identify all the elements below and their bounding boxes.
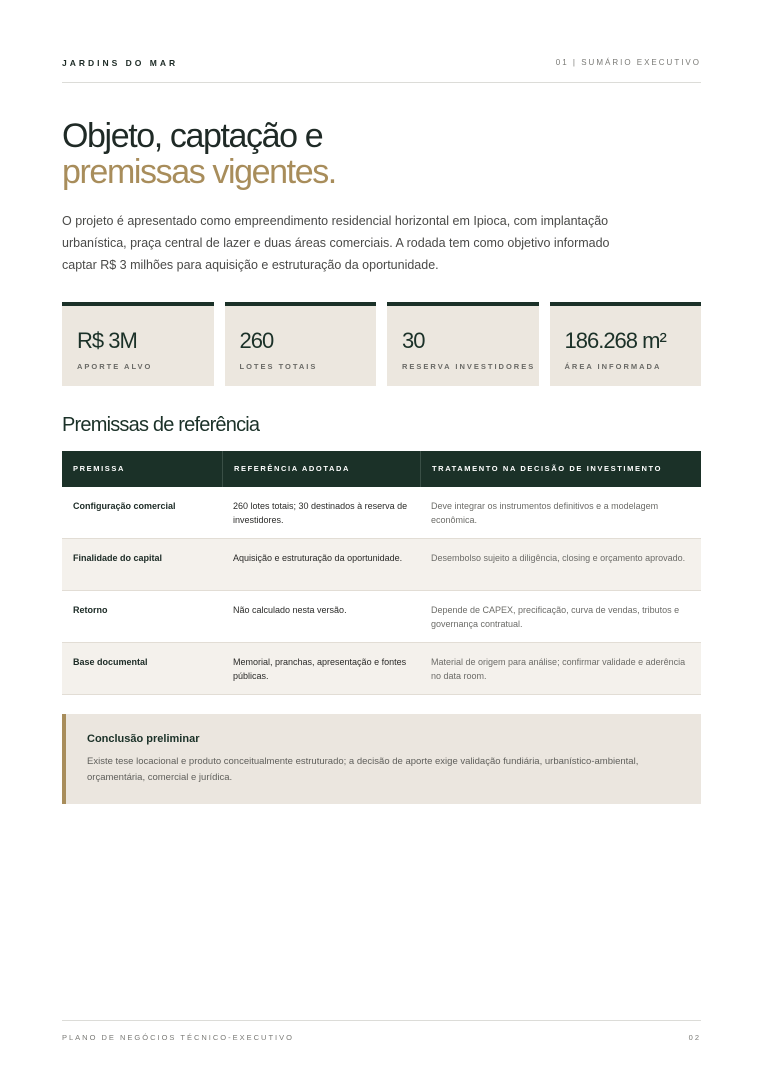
column-header: PREMISSA [73, 464, 125, 473]
title-line-1: Objeto, captação e [62, 117, 323, 155]
stats-row [62, 302, 701, 386]
callout-title: Conclusão preliminar [87, 733, 200, 745]
table-cell: Aquisição e estruturação da oportunidade. [233, 553, 403, 563]
table-cell: 260 lotes totais; 30 destinados à reserva de investidores. [233, 501, 408, 525]
stat-value: 186.268 m² [564, 328, 666, 353]
footer-document-title: PLANO DE NEGÓCIOS TÉCNICO-EXECUTIVO [62, 1033, 294, 1042]
table-row [62, 487, 701, 539]
table-cell: Desembolso sujeito a diligência, closing e orçamento aprovado. [431, 553, 686, 563]
conclusion-callout [62, 714, 701, 804]
table-cell: Memorial, pranchas, apresentação e fontes públicas. [233, 657, 407, 681]
page-number: 02 [688, 1033, 701, 1042]
table-cell: Deve integrar os instrumentos definitivos e a modelagem econômica. [431, 501, 659, 525]
table-cell: Configuração comercial [73, 501, 176, 511]
premises-table [62, 451, 701, 695]
stat-value: R$ 3M [77, 328, 137, 353]
table-cell: Não calculado nesta versão. [233, 605, 347, 615]
stat-value: 30 [402, 328, 425, 353]
stat-card [387, 302, 539, 386]
column-header: REFERÊNCIA ADOTADA [222, 451, 420, 487]
stat-label: RESERVA INVESTIDORES [402, 362, 536, 371]
table-header [62, 451, 701, 487]
page-title [62, 118, 336, 190]
stat-value: 260 [239, 328, 274, 353]
table-row [62, 591, 701, 643]
stat-card [62, 302, 214, 386]
table-cell: Depende de CAPEX, precificação, curva de vendas, tributos e governança contratual. [431, 605, 680, 629]
stat-label: LOTES TOTAIS [239, 362, 318, 371]
table-cell: Retorno [73, 605, 108, 615]
intro-paragraph: O projeto é apresentado como empreendimento residencial horizontal em Ipioca, com implantação urbanística, praça central de lazer e duas áreas comerciais. A rodada tem como objetivo informado captar R$ 3 milhões para aquisição e estruturação da oportunidade. [62, 214, 610, 272]
stat-label: ÁREA INFORMADA [564, 362, 662, 371]
brand-name: JARDINS DO MAR [62, 58, 179, 68]
table-cell: Base documental [73, 657, 148, 667]
column-header: TRATAMENTO NA DECISÃO DE INVESTIMENTO [420, 451, 701, 487]
table-row [62, 539, 701, 591]
table-row [62, 643, 701, 695]
section-heading: Premissas de referência [62, 414, 260, 436]
stat-card [225, 302, 377, 386]
table-cell: Finalidade do capital [73, 553, 163, 563]
section-label: 01 | SUMÁRIO EXECUTIVO [555, 58, 701, 67]
stat-label: APORTE ALVO [77, 362, 153, 371]
stat-card [550, 302, 702, 386]
title-line-2: premissas vigentes. [62, 153, 336, 191]
table-cell: Material de origem para análise; confirmar validade e aderência no data room. [431, 657, 686, 681]
page-footer [62, 1020, 701, 1042]
callout-body: Existe tese locacional e produto conceitualmente estruturado; a decisão de aporte exige validação fundiária, urbanístico-ambiental, orçamentária, comercial e jurídica. [87, 756, 639, 783]
page-header [62, 56, 701, 83]
